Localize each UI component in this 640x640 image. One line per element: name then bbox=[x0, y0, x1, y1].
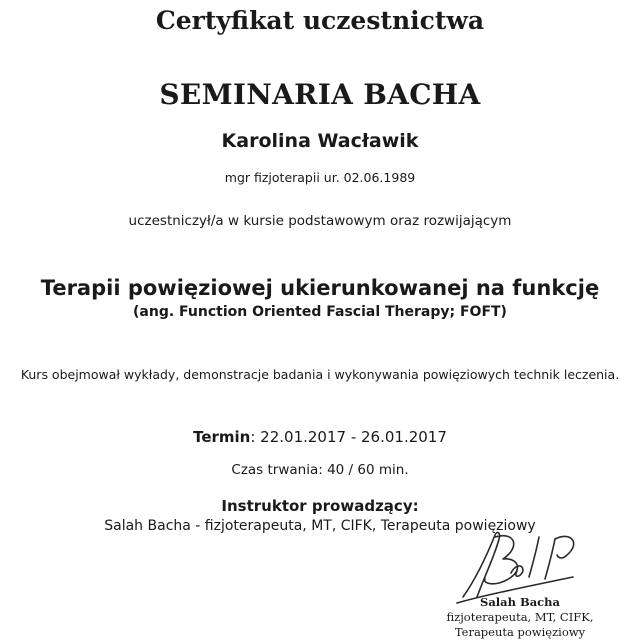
participant-credentials: mgr fizjoterapii ur. 02.06.1989 bbox=[224, 170, 416, 185]
signatory-role-line-1: fizjoterapeuta, MT, CIFK, bbox=[446, 610, 594, 624]
term-dates: : 22.01.2017 - 26.01.2017 bbox=[250, 428, 447, 446]
participant-name: Karolina Wacławik bbox=[221, 130, 419, 152]
handwritten-signature bbox=[455, 525, 585, 605]
instructor-details: Salah Bacha - fizjoterapeuta, MT, CIFK, Terapeuta powięziowy bbox=[104, 518, 536, 534]
course-duration: Czas trwania: 40 / 60 min. bbox=[231, 462, 409, 478]
signatory-role-line-2: Terapeuta powięziowy bbox=[454, 625, 586, 639]
certificate-title: Certyfikat uczestnictwa bbox=[155, 6, 485, 35]
term-label: Termin bbox=[193, 428, 251, 446]
course-subtitle: (ang. Function Oriented Fascial Therapy; FOFT) bbox=[133, 304, 507, 320]
instructor-heading: Instruktor prowadzący: bbox=[221, 497, 419, 515]
course-title: Terapii powięziowej ukierunkowanej na funkcję bbox=[40, 276, 600, 300]
participation-statement: uczestniczył/a w kursie podstawowym oraz rozwijającym bbox=[128, 213, 512, 229]
course-term bbox=[0, 428, 640, 446]
course-description: Kurs obejmował wykłady, demonstracje badania i wykonywania powięziowych technik leczenia. bbox=[20, 367, 620, 382]
organization-name: SEMINARIA BACHA bbox=[159, 78, 481, 111]
signatory-name: Salah Bacha bbox=[480, 595, 560, 609]
